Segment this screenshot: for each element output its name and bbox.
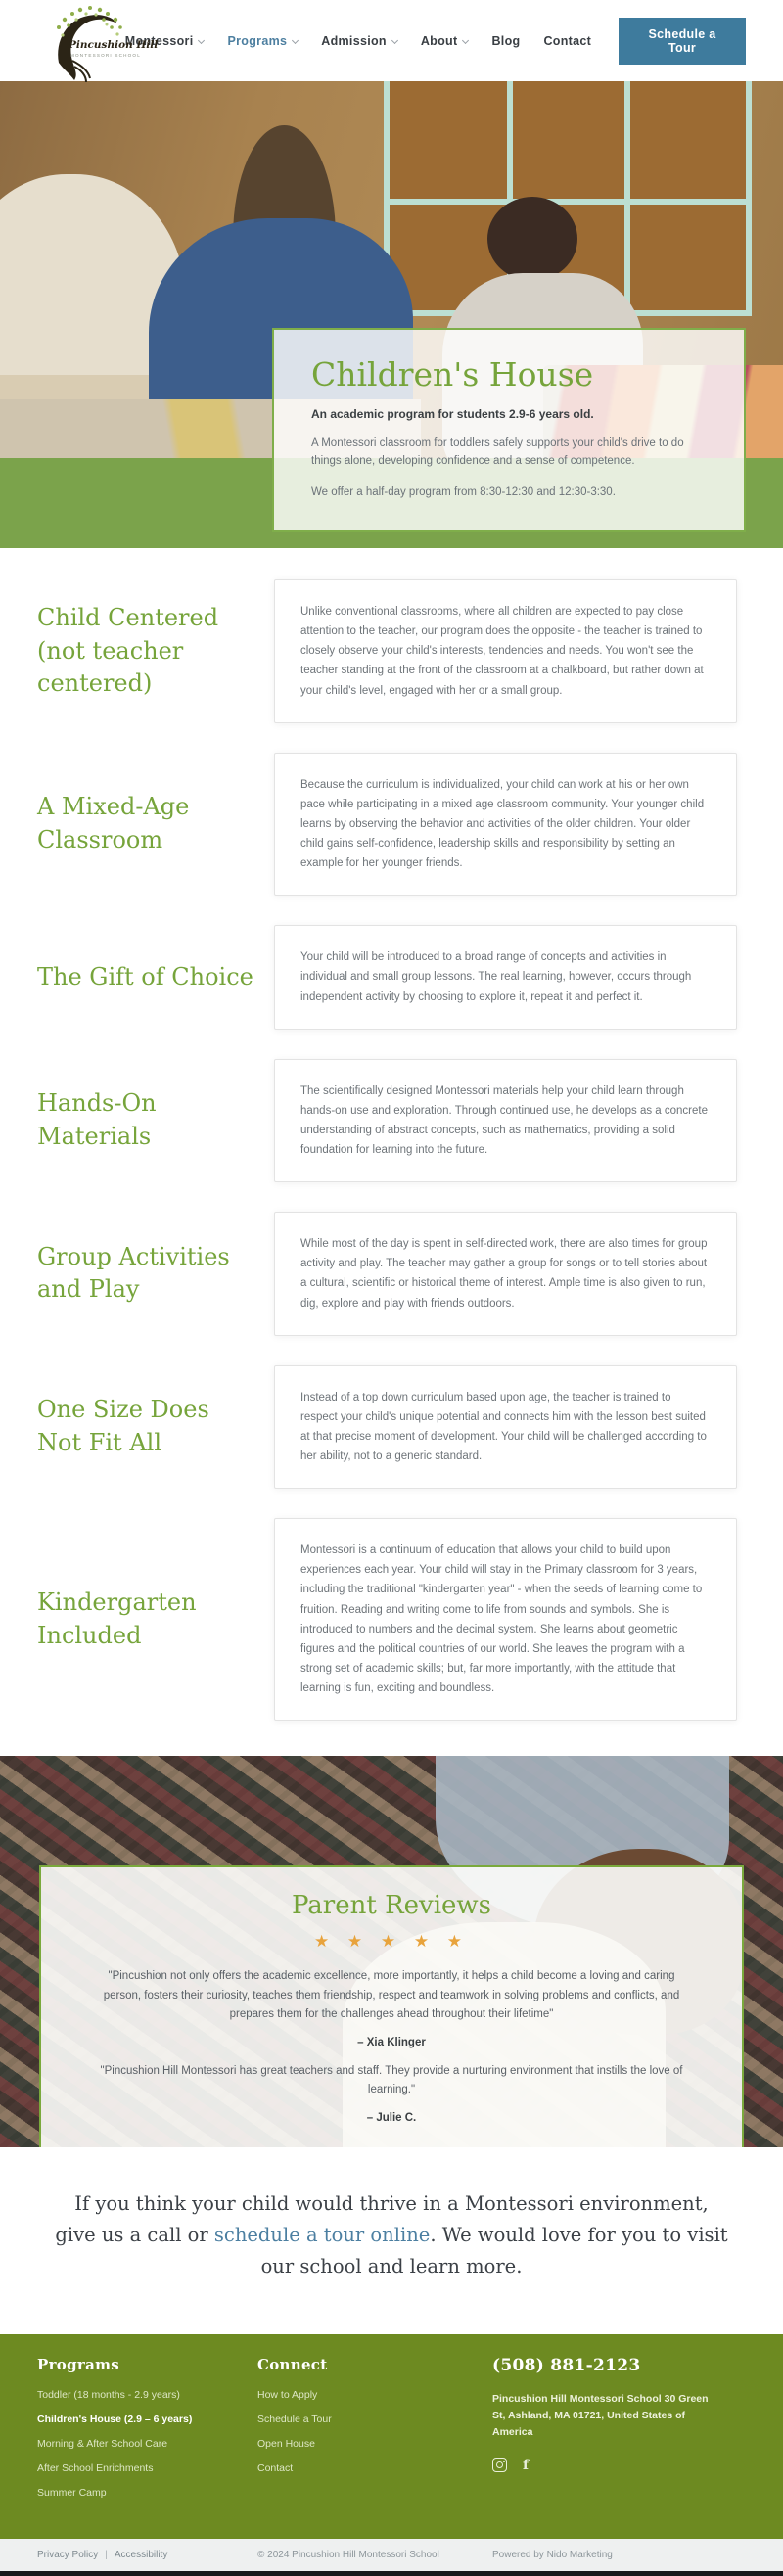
footer-socials: [492, 2458, 783, 2473]
site-header: [0, 0, 783, 81]
footer-link-schedule-tour[interactable]: Schedule a Tour: [257, 2413, 332, 2425]
legal-bar: [0, 2539, 783, 2571]
nav-item-contact[interactable]: Contact: [543, 33, 592, 48]
instagram-icon[interactable]: [492, 2458, 507, 2472]
feature-heading: Group Activities and Play: [37, 1242, 230, 1304]
feature-row: [37, 753, 737, 897]
feature-row: [37, 579, 737, 723]
reviews-title: Parent Reviews: [291, 1891, 492, 1921]
site-footer: [0, 2334, 783, 2539]
footer-programs-heading: Programs: [37, 2355, 120, 2373]
cta-text: If you think your child would thrive in a Montessori environment, give us a call or schedule a tour online. We would love for you to visit our school and learn more.: [55, 2192, 728, 2278]
feature-heading: Child Centered (not teacher centered): [37, 603, 219, 698]
nav-item-montessori[interactable]: Montessori: [125, 34, 205, 48]
feature-row: [37, 925, 737, 1029]
legal-links: Privacy Policy | Accessibility: [37, 2549, 168, 2560]
footer-link-open-house[interactable]: Open House: [257, 2437, 315, 2450]
cta-section: [0, 2147, 783, 2334]
nav-item-programs[interactable]: Programs: [227, 34, 298, 48]
review-author: – Julie C.: [366, 2111, 417, 2124]
feature-row: [37, 1518, 737, 1721]
footer-link-enrichments[interactable]: After School Enrichments: [37, 2461, 154, 2474]
footer-address: Pincushion Hill Montessori School 30 Green St, Ashland, MA 01721, United States of America: [492, 2392, 709, 2439]
chevron-down-icon: [292, 36, 299, 43]
footer-contact-column: [492, 2356, 783, 2511]
footer-link-contact[interactable]: Contact: [257, 2461, 294, 2474]
chevron-down-icon: [198, 36, 205, 43]
page-title: Children's House: [311, 355, 594, 393]
footer-connect-column: [257, 2356, 492, 2511]
feature-card: Instead of a top down curriculum based upon age, the teacher is trained to respect your child's unique potential and connects him with the lesson best suited at that precise moment of development. Your child will be challenged according to her ability, not to a generic standard.: [274, 1365, 737, 1490]
schedule-tour-button[interactable]: Schedule a Tour: [619, 18, 746, 65]
hero-paragraph-1: A Montessori classroom for toddlers safely supports your child's drive to do things alone, developing confidence and a sense of competence.: [311, 437, 684, 468]
nav-item-admission[interactable]: Admission: [321, 34, 397, 48]
feature-heading: One Size Does Not Fit All: [37, 1396, 209, 1456]
feature-card: Unlike conventional classrooms, where all children are expected to pay close attention to the teacher, our program does the opposite - the teacher is trained to closely observe your child's interests, tendencies and needs. You won't see the teacher standing at the front of the classroom at a chalkboard, but rather down at your child's level, engaged with her or a small group.: [274, 579, 737, 723]
hero-card: [272, 328, 746, 532]
site-logo[interactable]: [45, 0, 159, 81]
footer-programs-column: [37, 2356, 257, 2511]
feature-row: [37, 1365, 737, 1490]
feature-heading: The Gift of Choice: [37, 962, 253, 990]
feature-card: Because the curriculum is individualized, your child can work at his or her own pace while participating in a mixed age classroom community. Your younger child learns by observing the behavior and activities of the older children. Your older child gains self-confidence, leadership skills and responsibility by setting an example for her younger friends.: [274, 753, 737, 897]
chevron-down-icon: [462, 36, 469, 43]
main-nav: [125, 34, 591, 48]
feature-card: Your child will be introduced to a broad range of concepts and activities in individual and small group lessons. The real learning, however, occurs through independent activity by choosing to explore it, repeat it and perfect it.: [274, 925, 737, 1029]
hero-subtitle: An academic program for students 2.9-6 years old.: [311, 407, 594, 421]
logo-subtitle-text: MONTESSORI SCHOOL: [70, 53, 141, 58]
privacy-policy-link[interactable]: Privacy Policy: [37, 2549, 99, 2560]
footer-link-morning-after-care[interactable]: Morning & After School Care: [37, 2437, 168, 2450]
footer-connect-heading: Connect: [257, 2355, 328, 2373]
parent-reviews-section: [0, 1756, 783, 2147]
reviews-card: [39, 1865, 744, 2147]
logo-script-text: Pincushion Hill: [69, 39, 159, 51]
copyright-text: © 2024 Pincushion Hill Montessori School: [257, 2549, 439, 2560]
footer-phone-number[interactable]: (508) 881-2123: [492, 2355, 641, 2375]
footer-link-toddler[interactable]: Toddler (18 months - 2.9 years): [37, 2388, 180, 2401]
footer-link-summer-camp[interactable]: Summer Camp: [37, 2486, 107, 2499]
hero-paragraph-2: We offer a half-day program from 8:30-12:30 and 12:30-3:30.: [311, 485, 616, 498]
chevron-down-icon: [392, 36, 398, 43]
feature-heading: Kindergarten Included: [37, 1588, 197, 1649]
facebook-icon[interactable]: f: [523, 2457, 530, 2473]
feature-heading: Hands-On Materials: [37, 1089, 157, 1150]
feature-card: Montessori is a continuum of education that allows your child to build upon experiences each year. Your child will stay in the Primary classroom for 3 years, including the traditional "kindergarten year" - when the seeds of learning come to fruition. Reading and writing come to life from sounds and symbols. She is introduced to numbers and the decimal system. She learns about geometric figures and the political countries of our world. She leaves the program with a strong set of academic skills; but, far more importantly, with the attitude that learning is fun, exciting and boundless.: [274, 1518, 737, 1721]
feature-row: [37, 1212, 737, 1336]
footer-link-how-to-apply[interactable]: How to Apply: [257, 2388, 318, 2401]
review-quote: "Pincushion Hill Montessori has great teachers and staff. They provide a nurturing environment that instills the love of learning.": [100, 2064, 683, 2096]
nav-item-blog[interactable]: Blog: [491, 33, 521, 48]
nav-item-about[interactable]: About: [421, 34, 469, 48]
feature-card: While most of the day is spent in self-directed work, there are also times for group activity and play. The teacher may gather a group for songs or to tell stories about a cultural, scientific or historical theme of interest. Ample time is also given to run, dig, explore and play with friends outdoors.: [274, 1212, 737, 1336]
schedule-tour-link[interactable]: schedule a tour online: [213, 2224, 431, 2247]
page-bottom-bar: [0, 2571, 783, 2576]
footer-link-childrens-house[interactable]: Children's House (2.9 – 6 years): [37, 2413, 193, 2425]
child-figure: [487, 197, 577, 281]
review-author: – Xia Klinger: [357, 2036, 426, 2048]
program-features-section: [0, 548, 783, 1756]
review-quote: "Pincushion not only offers the academic excellence, more importantly, it helps a child become a loving and caring person, fosters their curiosity, teaches them friendship, respect and teamwork in solving problems and conflicts, and prepares them for the challenges ahead throughout their lifetime": [103, 1970, 680, 2021]
feature-heading: A Mixed-Age Classroom: [37, 793, 190, 853]
tree-logo-icon: [45, 2, 159, 86]
powered-by-text: Powered by Nido Marketing: [492, 2549, 613, 2560]
accessibility-link[interactable]: Accessibility: [114, 2549, 168, 2560]
feature-row: [37, 1059, 737, 1183]
five-star-rating-icon: ★ ★ ★ ★ ★: [313, 1932, 470, 1952]
feature-card: The scientifically designed Montessori materials help your child learn through hands-on use and exploration. Through continued use, he develops as a concrete understanding of abstract concepts, such as mathematics, providing a solid foundation for learning into the future.: [274, 1059, 737, 1183]
hero-section: [0, 81, 783, 548]
